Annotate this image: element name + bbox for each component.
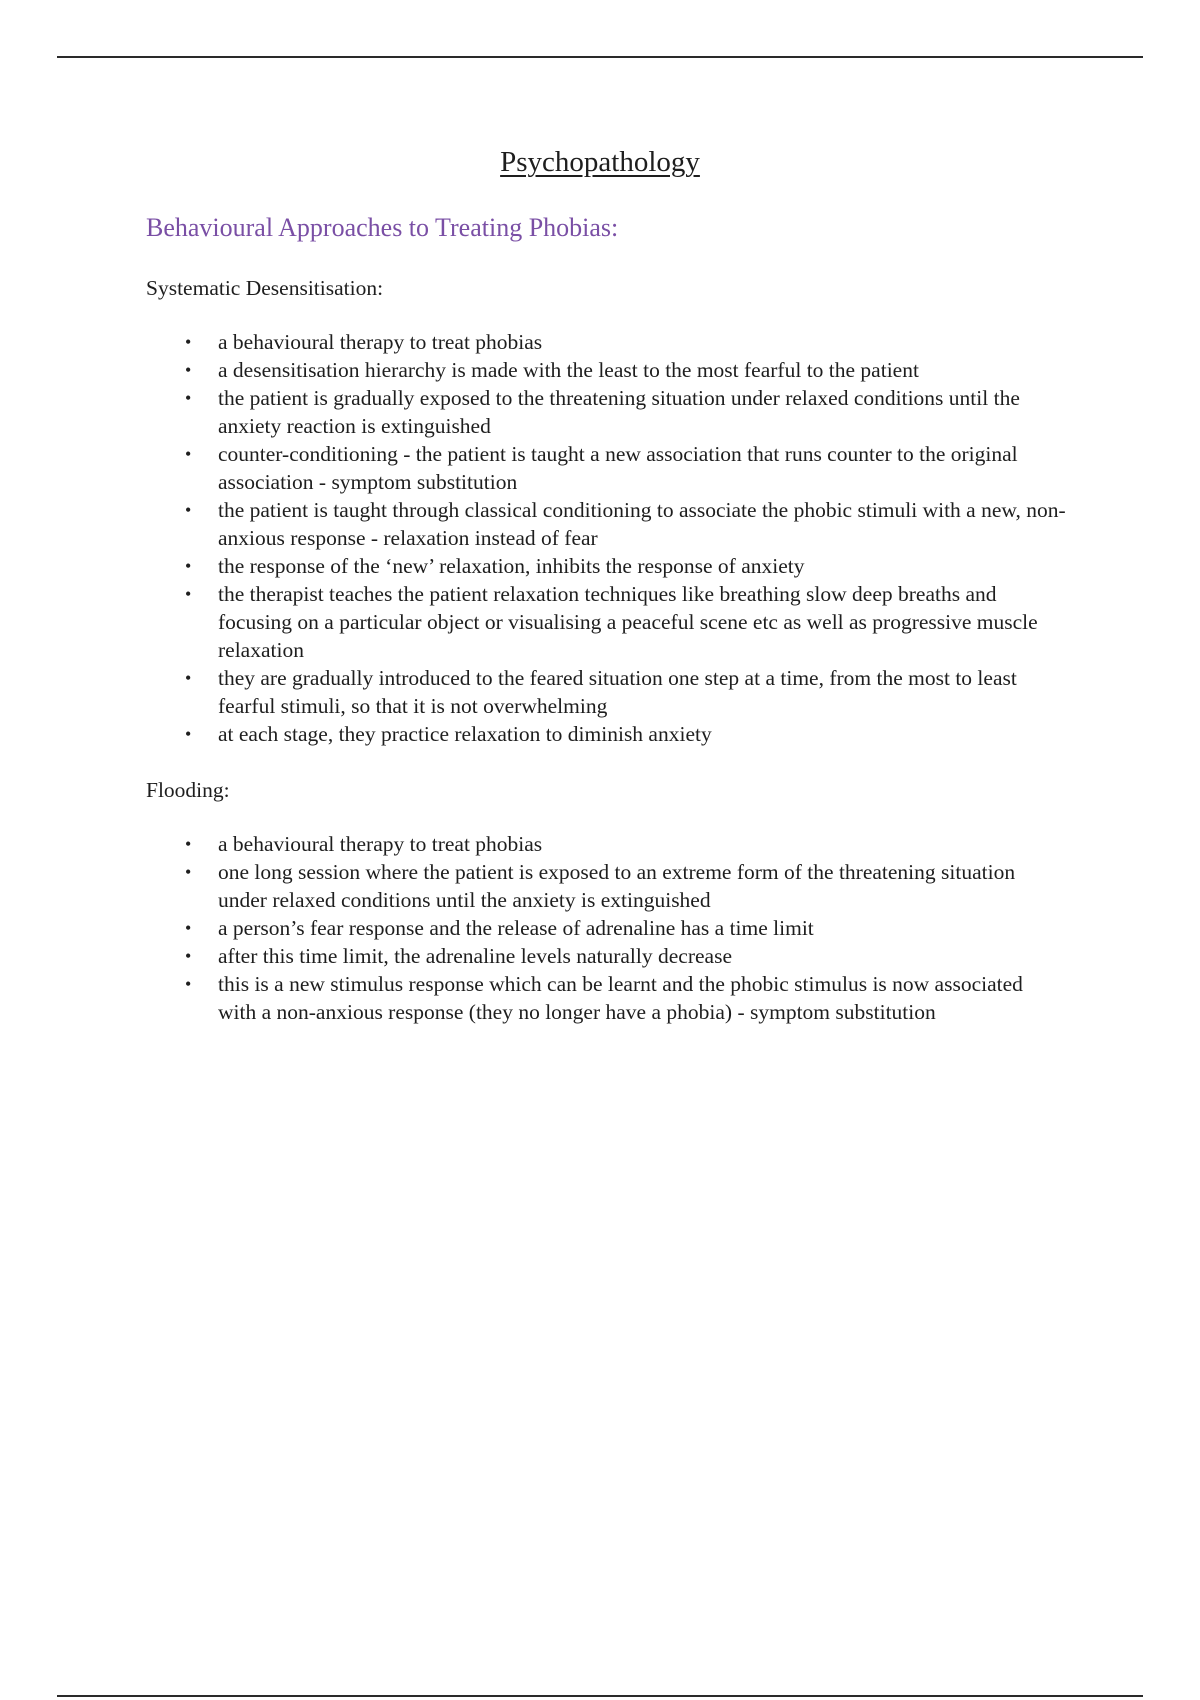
systematic-desensitisation-section	[146, 274, 1066, 748]
list-item	[146, 858, 1066, 914]
bullet-icon: •	[185, 862, 192, 882]
list-item-text: after this time limit, the adrenaline levels naturally decrease	[218, 944, 732, 968]
list-item	[146, 914, 1066, 942]
bullet-icon: •	[185, 834, 192, 854]
list-item-text: the response of the ‘new’ relaxation, inhibits the response of anxiety	[218, 554, 805, 578]
top-rule	[57, 56, 1143, 58]
bullet-icon: •	[185, 584, 192, 604]
bullet-icon: •	[185, 360, 192, 380]
list-item-text: they are gradually introduced to the feared situation one step at a time, from the most to least fearful stimuli, so that it is not overwhelming	[218, 666, 1017, 718]
list-item	[146, 942, 1066, 970]
list-item-text: the patient is gradually exposed to the threatening situation under relaxed conditions until the anxiety reaction is extinguished	[218, 386, 1020, 438]
bottom-rule	[57, 1695, 1143, 1697]
list-item-text: counter-conditioning - the patient is taught a new association that runs counter to the original association - symptom substitution	[218, 442, 1018, 494]
bullet-list	[146, 830, 1066, 1026]
list-item	[146, 720, 1066, 748]
bullet-icon: •	[185, 974, 192, 994]
list-item-text: the patient is taught through classical conditioning to associate the phobic stimuli with a new, non-anxious response - relaxation instead of fear	[218, 498, 1066, 550]
list-item	[146, 440, 1066, 496]
bullet-icon: •	[185, 668, 192, 688]
list-item-text: at each stage, they practice relaxation to diminish anxiety	[218, 722, 712, 746]
bullet-icon: •	[185, 946, 192, 966]
flooding-section	[146, 776, 1066, 1026]
list-item-text: the therapist teaches the patient relaxation techniques like breathing slow deep breaths and focusing on a particular object or visualising a peaceful scene etc as well as progressive muscle relaxation	[218, 582, 1038, 662]
bullet-list	[146, 328, 1066, 748]
page-title: Psychopathology	[500, 146, 700, 178]
bullet-icon: •	[185, 918, 192, 938]
bullet-icon: •	[185, 500, 192, 520]
list-item-text: this is a new stimulus response which can be learnt and the phobic stimulus is now associated with a non-anxious response (they no longer have a phobia) - symptom substitution	[218, 972, 1023, 1024]
list-item-text: a behavioural therapy to treat phobias	[218, 330, 543, 354]
subsection-title: Flooding:	[146, 778, 230, 802]
list-item-text: a behavioural therapy to treat phobias	[218, 832, 543, 856]
list-item	[146, 384, 1066, 440]
list-item	[146, 830, 1066, 858]
list-item	[146, 328, 1066, 356]
bullet-icon: •	[185, 556, 192, 576]
bullet-icon: •	[185, 444, 192, 464]
list-item	[146, 552, 1066, 580]
list-item-text: one long session where the patient is exposed to an extreme form of the threatening situation under relaxed conditions until the anxiety is extinguished	[218, 860, 1016, 912]
list-item	[146, 496, 1066, 552]
list-item-text: a desensitisation hierarchy is made with the least to the most fearful to the patient	[218, 358, 919, 382]
list-item	[146, 970, 1066, 1026]
list-item	[146, 580, 1066, 664]
section-heading: Behavioural Approaches to Treating Phobias:	[146, 213, 619, 242]
list-item	[146, 664, 1066, 720]
bullet-icon: •	[185, 388, 192, 408]
bullet-icon: •	[185, 724, 192, 744]
list-item	[146, 356, 1066, 384]
subsection-title: Systematic Desensitisation:	[146, 276, 384, 300]
bullet-icon: •	[185, 332, 192, 352]
list-item-text: a person’s fear response and the release of adrenaline has a time limit	[218, 916, 814, 940]
